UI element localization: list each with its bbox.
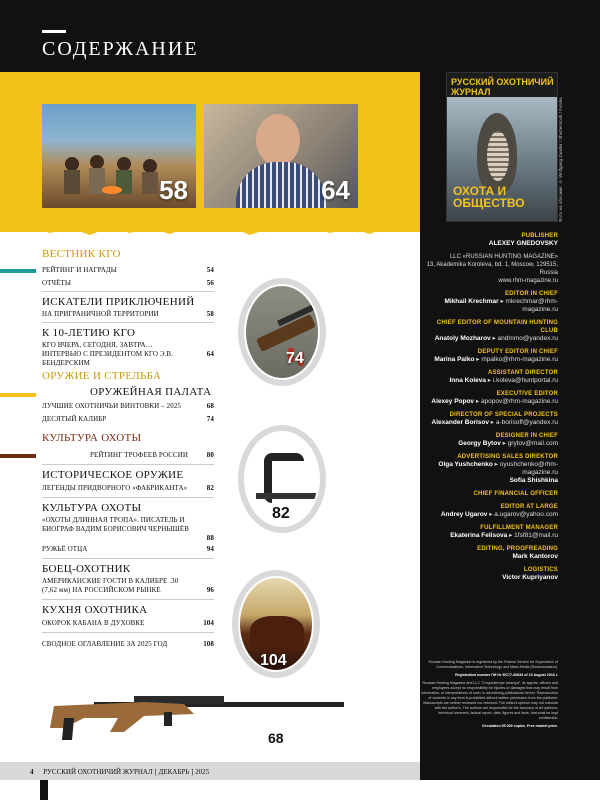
toc-item[interactable]	[42, 619, 214, 628]
divider	[42, 322, 214, 323]
shotgun-photo	[246, 286, 318, 378]
staff-name: Alexey Popov	[431, 398, 475, 405]
toc-item[interactable]	[90, 451, 214, 460]
staff-email[interactable]: ▸ i.koleva@huntportal.ru	[487, 377, 558, 384]
publisher-role: PUBLISHER	[521, 233, 558, 239]
registration-number: Registration number ПИ № ФС77-66833 of 15 August 2016 г.	[455, 673, 558, 677]
toc-item-page: 68	[206, 402, 214, 410]
cover-credit: Фото на обложке: © Wolfgang Zander / Shutterstock / Fotolia	[558, 97, 563, 222]
section-heading: ИСКАТЕЛИ ПРИКЛЮЧЕНИЙ	[42, 296, 195, 308]
staff-name: Alexander Borisov	[431, 419, 489, 426]
toc-item[interactable]	[42, 577, 214, 595]
masthead	[420, 232, 558, 587]
section-heading: КУЛЬТУРА ОХОТЫ	[42, 502, 142, 514]
title-rule	[42, 30, 66, 33]
staff-role: LOGISTICS	[523, 567, 558, 573]
staff-role: EXECUTIVE EDITOR	[496, 391, 558, 397]
toc-item[interactable]	[42, 640, 214, 649]
divider	[42, 558, 214, 559]
footer-magazine-name: РУССКИЙ ОХОТНИЧИЙ ЖУРНАЛ [ ДЕКАБРЬ ] 2025	[43, 768, 210, 776]
divider	[42, 291, 214, 292]
section-heading: КУЛЬТУРА ОХОТЫ	[42, 432, 142, 444]
staff-name: Olga Yushchenko	[438, 461, 493, 468]
staff-role: DIRECTOR OF SPECIAL PROJECTS	[449, 412, 558, 418]
staff-role: DEPUTY EDITOR IN CHIEF	[477, 349, 558, 355]
falcon-chest	[487, 131, 509, 181]
staff-role: CHIEF EDITOR OF MOUNTAIN HUNTING CLUB	[436, 320, 558, 334]
staff-name: Sofia Shishkina	[509, 477, 558, 484]
toc-item-page: 80	[206, 451, 214, 459]
staff-name: Anatoly Mozharov	[434, 335, 491, 342]
president-interview-photo[interactable]	[204, 104, 358, 208]
staff-email[interactable]: ▸ 1fsf81@mail.ru	[509, 532, 558, 539]
circle-page-number: 104	[260, 652, 287, 669]
staff-name: Ekaterina Felisova	[450, 532, 508, 539]
staff-name: Georgy Bytov	[458, 440, 501, 447]
toc-item-title: КГО ВЧЕРА, СЕГОДНЯ, ЗАВТРА… ИНТЕРВЬЮ С ПРЕЗИДЕНТОМ КГО Э.В. БЕНДЕРСКИМ	[42, 341, 174, 367]
torn-edge	[0, 222, 420, 240]
rifle-page-number: 68	[268, 730, 284, 746]
toc-item-title: РУЖЬЁ ОТЦА	[42, 545, 88, 553]
staff-email[interactable]: ▸ apopov@rhm-magazine.ru	[475, 398, 558, 405]
magazine-cover[interactable]	[446, 72, 558, 222]
roast-photo	[240, 578, 312, 670]
toc-item[interactable]	[42, 310, 214, 319]
footer-white	[0, 780, 600, 800]
toc-item-title: ОТЧЁТЫ	[42, 279, 72, 287]
staff-role: ASSISTANT DIRECTOR	[487, 370, 558, 376]
divider	[42, 497, 214, 498]
staff-email[interactable]: ▸ a-borisoff@yandex.ru	[490, 419, 558, 426]
staff-email[interactable]: ▸ mkrechmar@rhm-magazine.ru	[500, 298, 558, 313]
staff-email[interactable]: ▸ mpalko@rhm-magazine.ru	[476, 356, 558, 363]
toc-item-page: 88	[206, 534, 214, 542]
staff-role: ADVERTISING SALES DIREKTOR	[457, 454, 558, 460]
divider	[42, 464, 214, 465]
photo-page-number: 64	[321, 175, 350, 205]
staff-role: FULFILLMENT MANAGER	[480, 525, 558, 531]
roast-meat-shape	[250, 616, 304, 652]
toc-item-page: 64	[206, 350, 214, 358]
bipod-photo	[246, 433, 318, 525]
section-marker	[0, 269, 36, 273]
footer-page-number: 4	[30, 768, 34, 776]
toc-item[interactable]	[42, 545, 214, 554]
staff-role: DESIGNER IN CHIEF	[495, 433, 558, 439]
publisher-name: ALEXEY GNEDOVSKY	[488, 240, 558, 247]
staff-role: EDITOR IN CHIEF	[505, 291, 558, 297]
toc-item-page: 108	[203, 640, 214, 648]
toc-item[interactable]	[42, 516, 214, 542]
company-name: LLC «RUSSIAN HUNTING MAGAZINE»	[449, 254, 558, 260]
toc-item-title: РЕЙТИНГ И НАГРАДЫ	[42, 266, 118, 274]
toc-item-page: 94	[206, 545, 214, 553]
registration-text: Russian Hunting Magazine is registered by the Federal Service for Supervision of Communications, Information Technology and Mass Media (Roskomnadzor).	[428, 660, 558, 669]
legal-fineprint	[420, 660, 558, 732]
circle-page-number: 82	[272, 505, 290, 522]
toc-item[interactable]	[42, 402, 214, 411]
staff-name: Victor Kupriyanov	[502, 574, 558, 581]
bipod-circle[interactable]	[238, 425, 326, 533]
plaid-shirt	[236, 162, 326, 208]
toc-item-title: НА ПРИГРАНИЧНОЙ ТЕРРИТОРИИ	[42, 310, 159, 318]
toc-item-page: 58	[206, 310, 214, 318]
cover-title: РУССКИЙ ОХОТНИЧИЙ ЖУРНАЛ	[451, 77, 554, 97]
section-marker	[0, 393, 36, 397]
toc-item-title: ЛЕГЕНДЫ ПРИДВОРНОГО «ФАБРИКАНТА»	[42, 484, 188, 492]
website-link[interactable]: www.rhm-magazine.ru	[498, 278, 558, 284]
cover-headline: ОХОТА И ОБЩЕСТВО	[453, 184, 525, 210]
toc-item[interactable]	[42, 279, 214, 288]
toc-item-title: «ОХОТЫ ДЛИННАЯ ТРОПА». ПИСАТЕЛЬ И БИОГРАФ ВАДИМ БОРИСОВИЧ ЧЕРНЫШЁВ	[42, 516, 189, 533]
section-heading: КУХНЯ ОХОТНИКА	[42, 604, 148, 616]
section-heading: БОЕЦ-ОХОТНИК	[42, 563, 131, 575]
toc-item-title: ОКОРОК КАБАНА В ДУХОВКЕ	[42, 619, 145, 627]
hunters-campfire-photo[interactable]	[42, 104, 196, 208]
section-heading: ИСТОРИЧЕСКОЕ ОРУЖИЕ	[42, 469, 184, 481]
toc-item[interactable]	[42, 266, 214, 275]
section-heading: ОРУЖЕЙНАЯ ПАЛАТА	[90, 386, 212, 398]
rifle-buttstock	[62, 718, 74, 740]
staff-name: Marina Palko	[434, 356, 475, 363]
toc-item[interactable]	[42, 341, 214, 368]
staff-email[interactable]: ▸ grytov@mail.com	[502, 440, 558, 447]
disclaimer-text: Russian Hunting Magazine and LLC "Corporativnye izdaniya", its agents, officers and employees accept no responsibility for injuries or damages that may result from information, or interpretations of such, in advertising publications herein. Reproduction of contents in any form is prohibited without written permission from the publisher. Manuscripts are neither reviewed nor returned. The editor's opinion may not coincide with the author's. The authors are responsible for the accuracy of all opinions, technical comment, factual report, data, figures and facts, that shall be kept confidential.	[421, 681, 558, 720]
staff-role: CHIEF FINANCIAL OFFICER	[473, 491, 558, 497]
toc-item-title: ДЕСЯТЫЙ КАЛИБР	[42, 415, 107, 423]
section-heading: К 10-ЛЕТИЮ КГО	[42, 327, 136, 339]
rifle-magazine	[164, 712, 172, 726]
section-marker	[0, 454, 36, 458]
toc-item-title: ЛУЧШИЕ ОХОТНИЧЬИ ВИНТОВКИ – 2025	[42, 402, 182, 410]
staff-email[interactable]: ▸ a.ugarov@yahoo.com	[489, 511, 558, 518]
staff-role: EDITING, PROOFREADING	[477, 546, 558, 552]
circle-page-number: 74	[286, 350, 304, 367]
gutter	[40, 780, 48, 800]
company-address: 13, Akademika Koroleva, bd. 1, Moscow, 129515, Russia	[426, 262, 558, 276]
toc-item-title: СВОДНОЕ ОГЛАВЛЕНИЕ ЗА 2025 ГОД	[42, 640, 168, 648]
toc-item-page: 56	[206, 279, 214, 287]
staff-name: Inna Koleva	[449, 377, 486, 384]
toc-item[interactable]	[42, 484, 214, 493]
staff-email[interactable]: ▸ andmmo@yandex.ru	[492, 335, 558, 342]
toc-item-page: 104	[203, 619, 214, 627]
footer	[30, 768, 209, 776]
staff-role: EDITOR AT LARGE	[500, 504, 558, 510]
shotgun-circle[interactable]	[238, 278, 326, 386]
toc-item-page: 96	[206, 586, 214, 594]
staff-name: Andrey Ugarov	[440, 511, 488, 518]
toc-item-page: 54	[206, 266, 214, 274]
roast-circle[interactable]	[232, 570, 320, 678]
circulation-text: Circulation 65 000 copies. Free market price.	[481, 724, 558, 728]
toc-item-title: РЕЙТИНГ ТРОФЕЕВ РОССИИ	[90, 451, 189, 459]
toc-item[interactable]	[42, 415, 214, 424]
staff-name: Mark Kantorov	[512, 553, 558, 560]
rail-shape	[256, 493, 316, 499]
staff-email[interactable]: ▸ oyushchenko@rhm-magazine.ru	[494, 461, 558, 476]
photo-page-number: 58	[159, 175, 188, 205]
section-heading: ВЕСТНИК КГО	[42, 248, 121, 260]
rifle-illustration[interactable]	[44, 688, 344, 748]
toc-item-title: АМЕРИКАНСКИЕ ГОСТИ В КАЛИБРЕ .30 (7,62 мм) НА РОССИЙСКОМ РЫНКЕ	[42, 577, 179, 594]
man-portrait	[256, 114, 300, 166]
page-title: СОДЕРЖАНИЕ	[42, 38, 199, 60]
section-heading: ОРУЖИЕ И СТРЕЛЬБА	[42, 370, 162, 382]
divider	[42, 599, 214, 600]
staff-name: Mikhail Krechmar	[444, 298, 499, 305]
toc-item-page: 74	[206, 415, 214, 423]
toc-item-page: 82	[206, 484, 214, 492]
divider	[42, 632, 214, 633]
